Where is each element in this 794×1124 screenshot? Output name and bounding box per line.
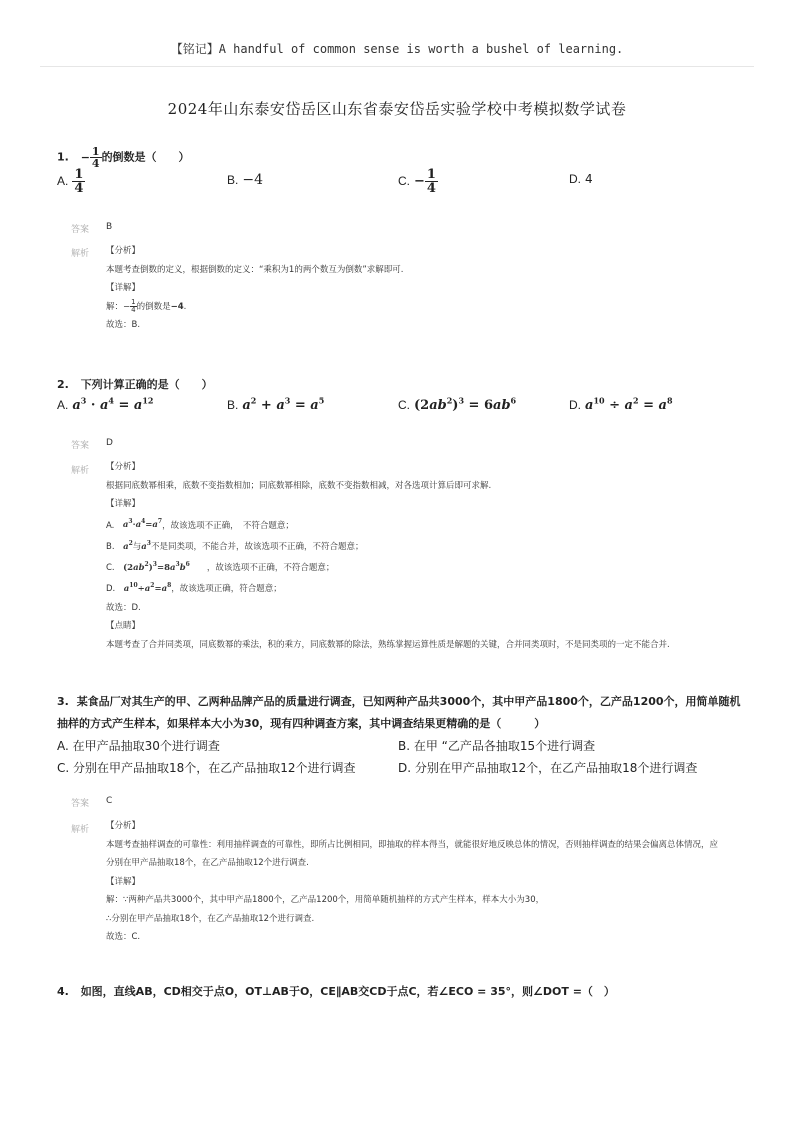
- answer-value: B: [106, 222, 113, 232]
- option-a[interactable]: A. $a^3 \cdot a^4 = a^{12}$: [57, 396, 154, 414]
- analysis-body: 【分析】 本题考查抽样调查的可靠性：利用抽样调查的可靠性，即所占比例相同，即抽取的样本得当，就能很好地反映总体的情况，否则抽样调查的结果会偏离总体情况，应分别在甲产品抽取18个，在乙产品抽取12个进行调查. 【详解】 解：∵两种产品共3000个，其中甲产品1800个，乙产品1200个，用简单随机抽样的方式产生样本，样本大小为30， ∴分别在甲产品抽取18个，在乙产品抽取12个进行调查. 故选：C.: [106, 821, 719, 942]
- answer-tag: 答案: [71, 799, 90, 809]
- analysis-tag: 解析: [71, 825, 90, 835]
- analysis-body: 【分析】 根据同底数幂相乘，底数不变指数相加；同底数幂相除，底数不变指数相减，对各选项计算后即可求解. 【详解】 A. $a^3\cdot a^4=a^7$，故该选项不正确， 不符合题意； B. $a^2$与$a^3$不是同类项，不能合并，故该选项不正确，不符合题意； C. $(2ab^2)^3=8a^3b^6$ ，故该选项不正确，不符合题意； D. $a^{10}\div a^2=a^8$，故该选项正确，符合题意； 故选：D. 【点睛】 本题考查了合并同类项，同底数幂的乘法，积的乘方，同底数幂的除法，熟练掌握运算性质是解题的关键，合并同类项时，不是同类项的一定不能合并.: [106, 462, 670, 650]
- fraction: $\frac{1}{4}$: [91, 145, 100, 170]
- question-text: 的倒数是（ ）: [101, 150, 190, 164]
- question-text: 某食品厂对其生产的甲、乙两种品牌产品的质量进行调查，已知两种产品共3000个，其中甲产品1800个，乙产品1200个，用简单随机抽样的方式产生样本，如果样本大小为30，现有四种调查方案，其中调查结果更精确的是（ ）: [57, 695, 741, 730]
- answer-value: D: [106, 438, 113, 448]
- question-text: 如图，直线AB，CD相交于点O，OT⊥AB于O，CE∥AB交CD于点C，若∠ECO = 35°，则∠DOT =（ ）: [80, 985, 615, 998]
- option-c[interactable]: C. − $\frac{1}{4}$: [398, 167, 436, 196]
- question-number: 4.: [57, 985, 69, 998]
- analysis-tag: 解析: [71, 249, 90, 259]
- option-d[interactable]: D. 4: [569, 172, 593, 186]
- analysis-body: 【分析】 本题考查倒数的定义，根据倒数的定义：“乘积为1的两个数互为倒数”求解即可. 【详解】 解：− $\frac{1}{4}$ 的倒数是−4. 故选：B.: [106, 246, 404, 330]
- option-b[interactable]: B. $a^2 + a^3 = a^5$: [227, 396, 325, 414]
- option-c[interactable]: C. $(2ab^2)^3 = 6ab^6$: [398, 396, 517, 414]
- question-number: 1.: [57, 150, 69, 164]
- option-b[interactable]: B. 在甲 “乙产品各抽取15个进行调查: [398, 739, 596, 753]
- option-d[interactable]: D. $a^{10} \div a^2 = a^8$: [569, 396, 673, 414]
- answer-tag: 答案: [71, 225, 90, 235]
- page-title: 2024年山东泰安岱岳区山东省泰安岱岳实验学校中考模拟数学试卷: [167, 100, 627, 118]
- question-4: [57, 983, 615, 999]
- motto: 【铭记】A handful of common sense is worth a bushel of learning.: [170, 42, 624, 56]
- analysis-tag: 解析: [71, 466, 90, 476]
- question-text: 下列计算正确的是（ ）: [80, 378, 213, 391]
- option-b[interactable]: B. −4: [227, 172, 263, 188]
- question-number: 3.: [57, 695, 69, 708]
- answer-tag: 答案: [71, 441, 90, 451]
- question-3: [57, 691, 747, 735]
- option-c[interactable]: C. 分别在甲产品抽取18个，在乙产品抽取12个进行调查: [57, 761, 356, 775]
- question-1: 1. − $\frac{1}{4}$ 的倒数是（ ）: [57, 145, 190, 170]
- header-rule: [40, 66, 754, 67]
- answer-value: C: [106, 796, 113, 806]
- question-number: 2.: [57, 378, 69, 391]
- option-a[interactable]: A. $\frac{1}{4}$: [57, 167, 84, 196]
- option-a[interactable]: A. 在甲产品抽取30个进行调查: [57, 739, 220, 753]
- question-2: [57, 376, 213, 392]
- option-d[interactable]: D. 分别在甲产品抽取12个，在乙产品抽取18个进行调查: [398, 761, 698, 775]
